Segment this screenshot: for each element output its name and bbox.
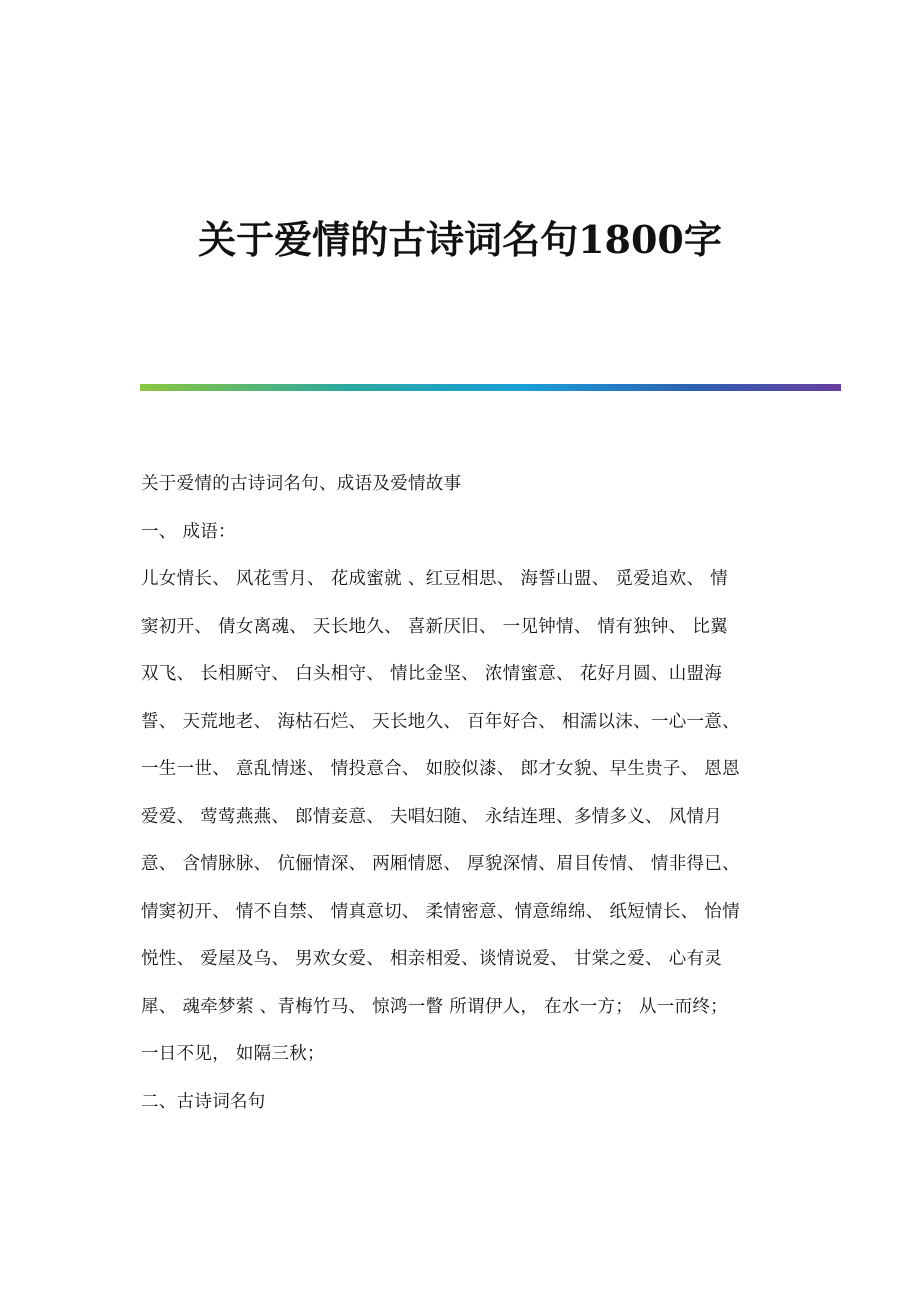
idiom-line: 一日不见， 如隔三秋； (141, 1044, 325, 1064)
document-body (141, 470, 781, 1135)
section-heading-poems: 二、古诗词名句 (141, 1091, 266, 1112)
section-heading-idioms: 一、 成语： (141, 521, 236, 542)
gradient-divider (140, 384, 841, 391)
document-title: 关于爱情的古诗词名句1800字 (198, 217, 722, 262)
idiom-line: 犀、 魂牵梦萦 、青梅竹马、 惊鸿一瞥 所谓伊人， 在水一方； 从一而终； (141, 996, 728, 1017)
idiom-line: 双飞、 长相厮守、 白头相守、 情比金坚、 浓情蜜意、 花好月圆、山盟海 (141, 664, 723, 684)
idiom-line: 儿女情长、 风花雪月、 花成蜜就 、红豆相思、 海誓山盟、 觅爱追欢、 情 (141, 569, 728, 589)
idiom-line: 窦初开、 倩女离魂、 天长地久、 喜新厌旧、 一见钟情、 情有独钟、 比翼 (141, 616, 728, 637)
idiom-line: 爱爱、 莺莺燕燕、 郎情妾意、 夫唱妇随、 永结连理、多情多义、 风情月 (141, 806, 723, 827)
idiom-line: 意、 含情脉脉、 伉俪情深、 两厢情愿、 厚貌深情、眉目传情、 情非得已、 (141, 854, 740, 874)
idiom-line: 一生一世、 意乱情迷、 情投意合、 如胶似漆、 郎才女貌、早生贵子、 恩恩 (141, 759, 740, 779)
idiom-line: 悦性、 爱屋及乌、 男欢女爱、 相亲相爱、谈情说爱、 甘棠之爱、 心有灵 (141, 949, 723, 969)
idiom-line: 情窦初开、 情不自禁、 情真意切、 柔情密意、情意绵绵、 纸短情长、 怡情 (141, 901, 740, 922)
document-subtitle: 关于爱情的古诗词名句、成语及爱情故事 (141, 474, 462, 494)
idiom-line: 誓、 天荒地老、 海枯石烂、 天长地久、 百年好合、 相濡以沫、一心一意、 (141, 711, 740, 732)
